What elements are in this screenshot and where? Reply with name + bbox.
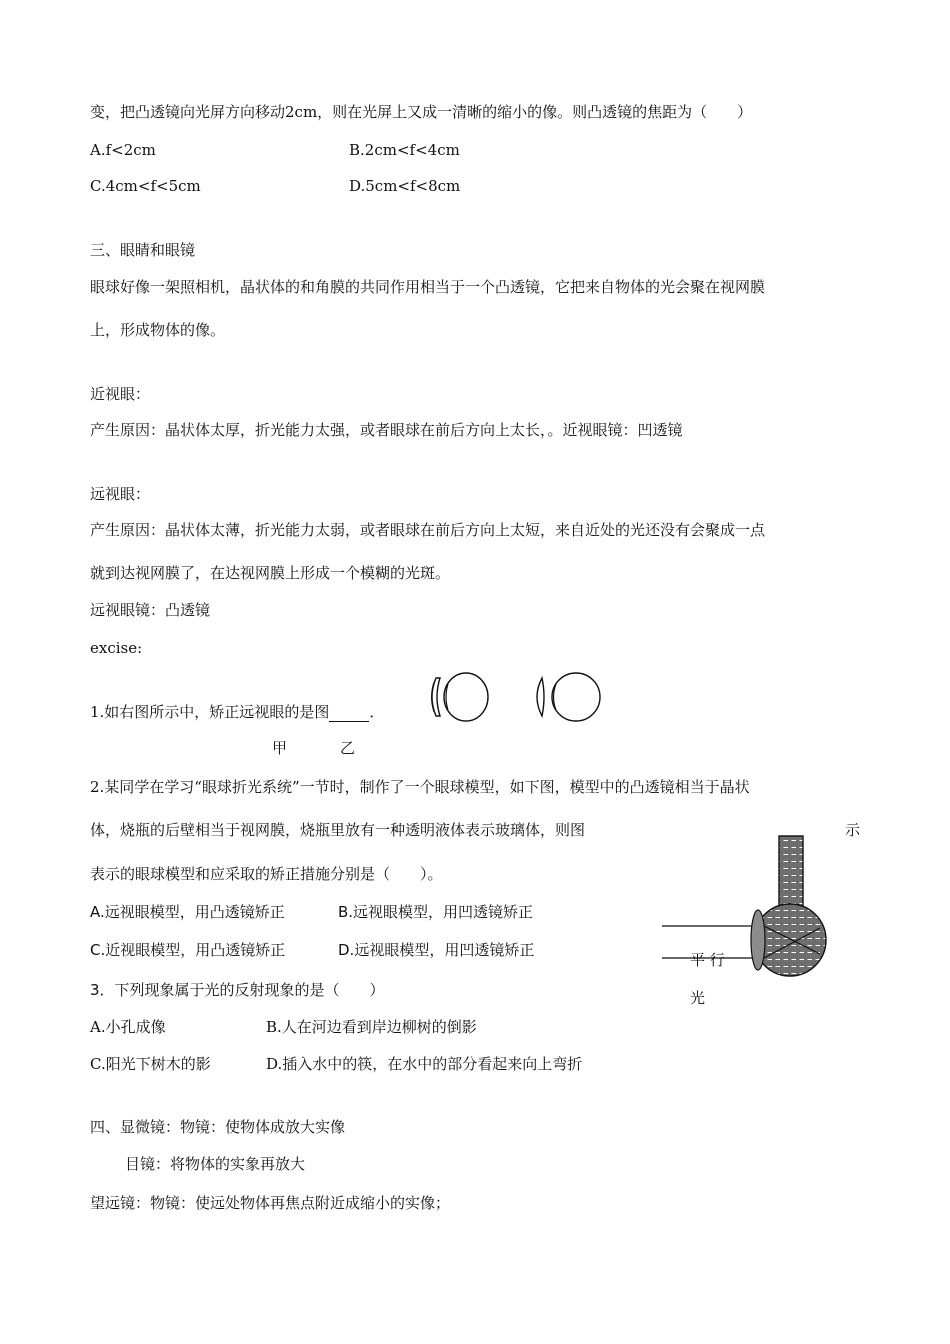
- section3-heading: 三、眼睛和眼镜: [90, 241, 196, 259]
- section3-para-line1: 眼球好像一架照相机，晶状体的和角膜的共同作用相当于一个凸透镜，它把来自物体的光会聚在视网膜: [90, 278, 766, 296]
- exercise-label: excise:: [90, 639, 143, 657]
- eye-figure-a: [432, 673, 489, 721]
- q2-option-d: D.远视眼模型，用凹透镜矫正: [338, 941, 535, 959]
- hyperopia-title: 远视眼：: [90, 485, 151, 503]
- q0-option-c: C.4cm<f<5cm: [90, 177, 201, 195]
- hyperopia-cause-line2: 就到达视网膜了，在达视网膜上形成一个模糊的光斑。: [90, 564, 451, 582]
- section4-line2: 目镜：将物体的实象再放大: [125, 1155, 306, 1173]
- myopia-title: 近视眼：: [90, 385, 151, 403]
- intro-line: 变，把凸透镜向光屏方向移动2cm，则在光屏上又成一清晰的缩小的像。则凸透镜的焦距为（ ）: [90, 103, 753, 121]
- eye-figures: [418, 666, 618, 726]
- section4-line3: 望远镜：物镜：使远处物体再焦点附近成缩小的实像；: [90, 1194, 451, 1212]
- q3-option-d: D.插入水中的筷，在水中的部分看起来向上弯折: [266, 1055, 583, 1073]
- q2-option-a: A.远视眼模型，用凸透镜矫正: [90, 903, 285, 921]
- q2-option-b: B.远视眼模型，用凹透镜矫正: [338, 903, 534, 921]
- q0-option-d: D.5cm<f<8cm: [349, 177, 461, 195]
- q2-line1: 2.某同学在学习“眼球折光系统”一节时，制作了一个眼球模型，如下图，模型中的凸透镜相当于晶状: [90, 778, 750, 796]
- q2-option-c: C.近视眼模型，用凸透镜矫正: [90, 941, 286, 959]
- section3-para-line2: 上，形成物体的像。: [90, 321, 226, 339]
- q2-figure-label-2: 光: [690, 989, 706, 1007]
- eye-figure-b: [537, 673, 600, 721]
- q1-line: [90, 702, 384, 722]
- q0-option-a: A.f<2cm: [90, 141, 156, 159]
- q0-option-b: B.2cm<f<4cm: [349, 141, 460, 159]
- q2-line3: 表示的眼球模型和应采取的矫正措施分别是（ ）。: [90, 865, 443, 883]
- q1-text: 1.如右图所示中，矫正远视眼的是图: [90, 703, 330, 721]
- q1-figure-label-a: 甲: [272, 739, 288, 757]
- q3-option-b: B.人在河边看到岸边柳树的倒影: [266, 1018, 477, 1036]
- q2-line2-end: 示: [845, 821, 861, 839]
- eyeball-model-figure: [662, 830, 862, 970]
- q1-figure-label-b: 乙: [340, 739, 356, 757]
- q3-option-a: A.小孔成像: [90, 1018, 166, 1036]
- q2-line2: 体，烧瓶的后壁相当于视网膜，烧瓶里放有一种透明液体表示玻璃体，则图: [90, 821, 586, 839]
- hyperopia-cause-line1: 产生原因：晶状体太薄，折光能力太弱，或者眼球在前后方向上太短，来自近处的光还没有会聚成一点: [90, 521, 766, 539]
- section4-line1: 四、显微镜：物镜：使物体成放大实像: [90, 1118, 346, 1136]
- q2-figure-label-1: 平 行: [690, 951, 725, 969]
- q3-text: 3．下列现象属于光的反射现象的是（ ）: [90, 981, 385, 999]
- q1-answer-blank: [329, 705, 369, 722]
- hyperopia-glasses: 远视眼镜：凸透镜: [90, 601, 211, 619]
- myopia-cause: 产生原因：晶状体太厚，折光能力太强，或者眼球在前后方向上太长，。近视眼镜：凹透镜: [90, 421, 683, 439]
- q3-option-c: C.阳光下树木的影: [90, 1055, 211, 1073]
- q1-suffix: ．: [369, 703, 385, 721]
